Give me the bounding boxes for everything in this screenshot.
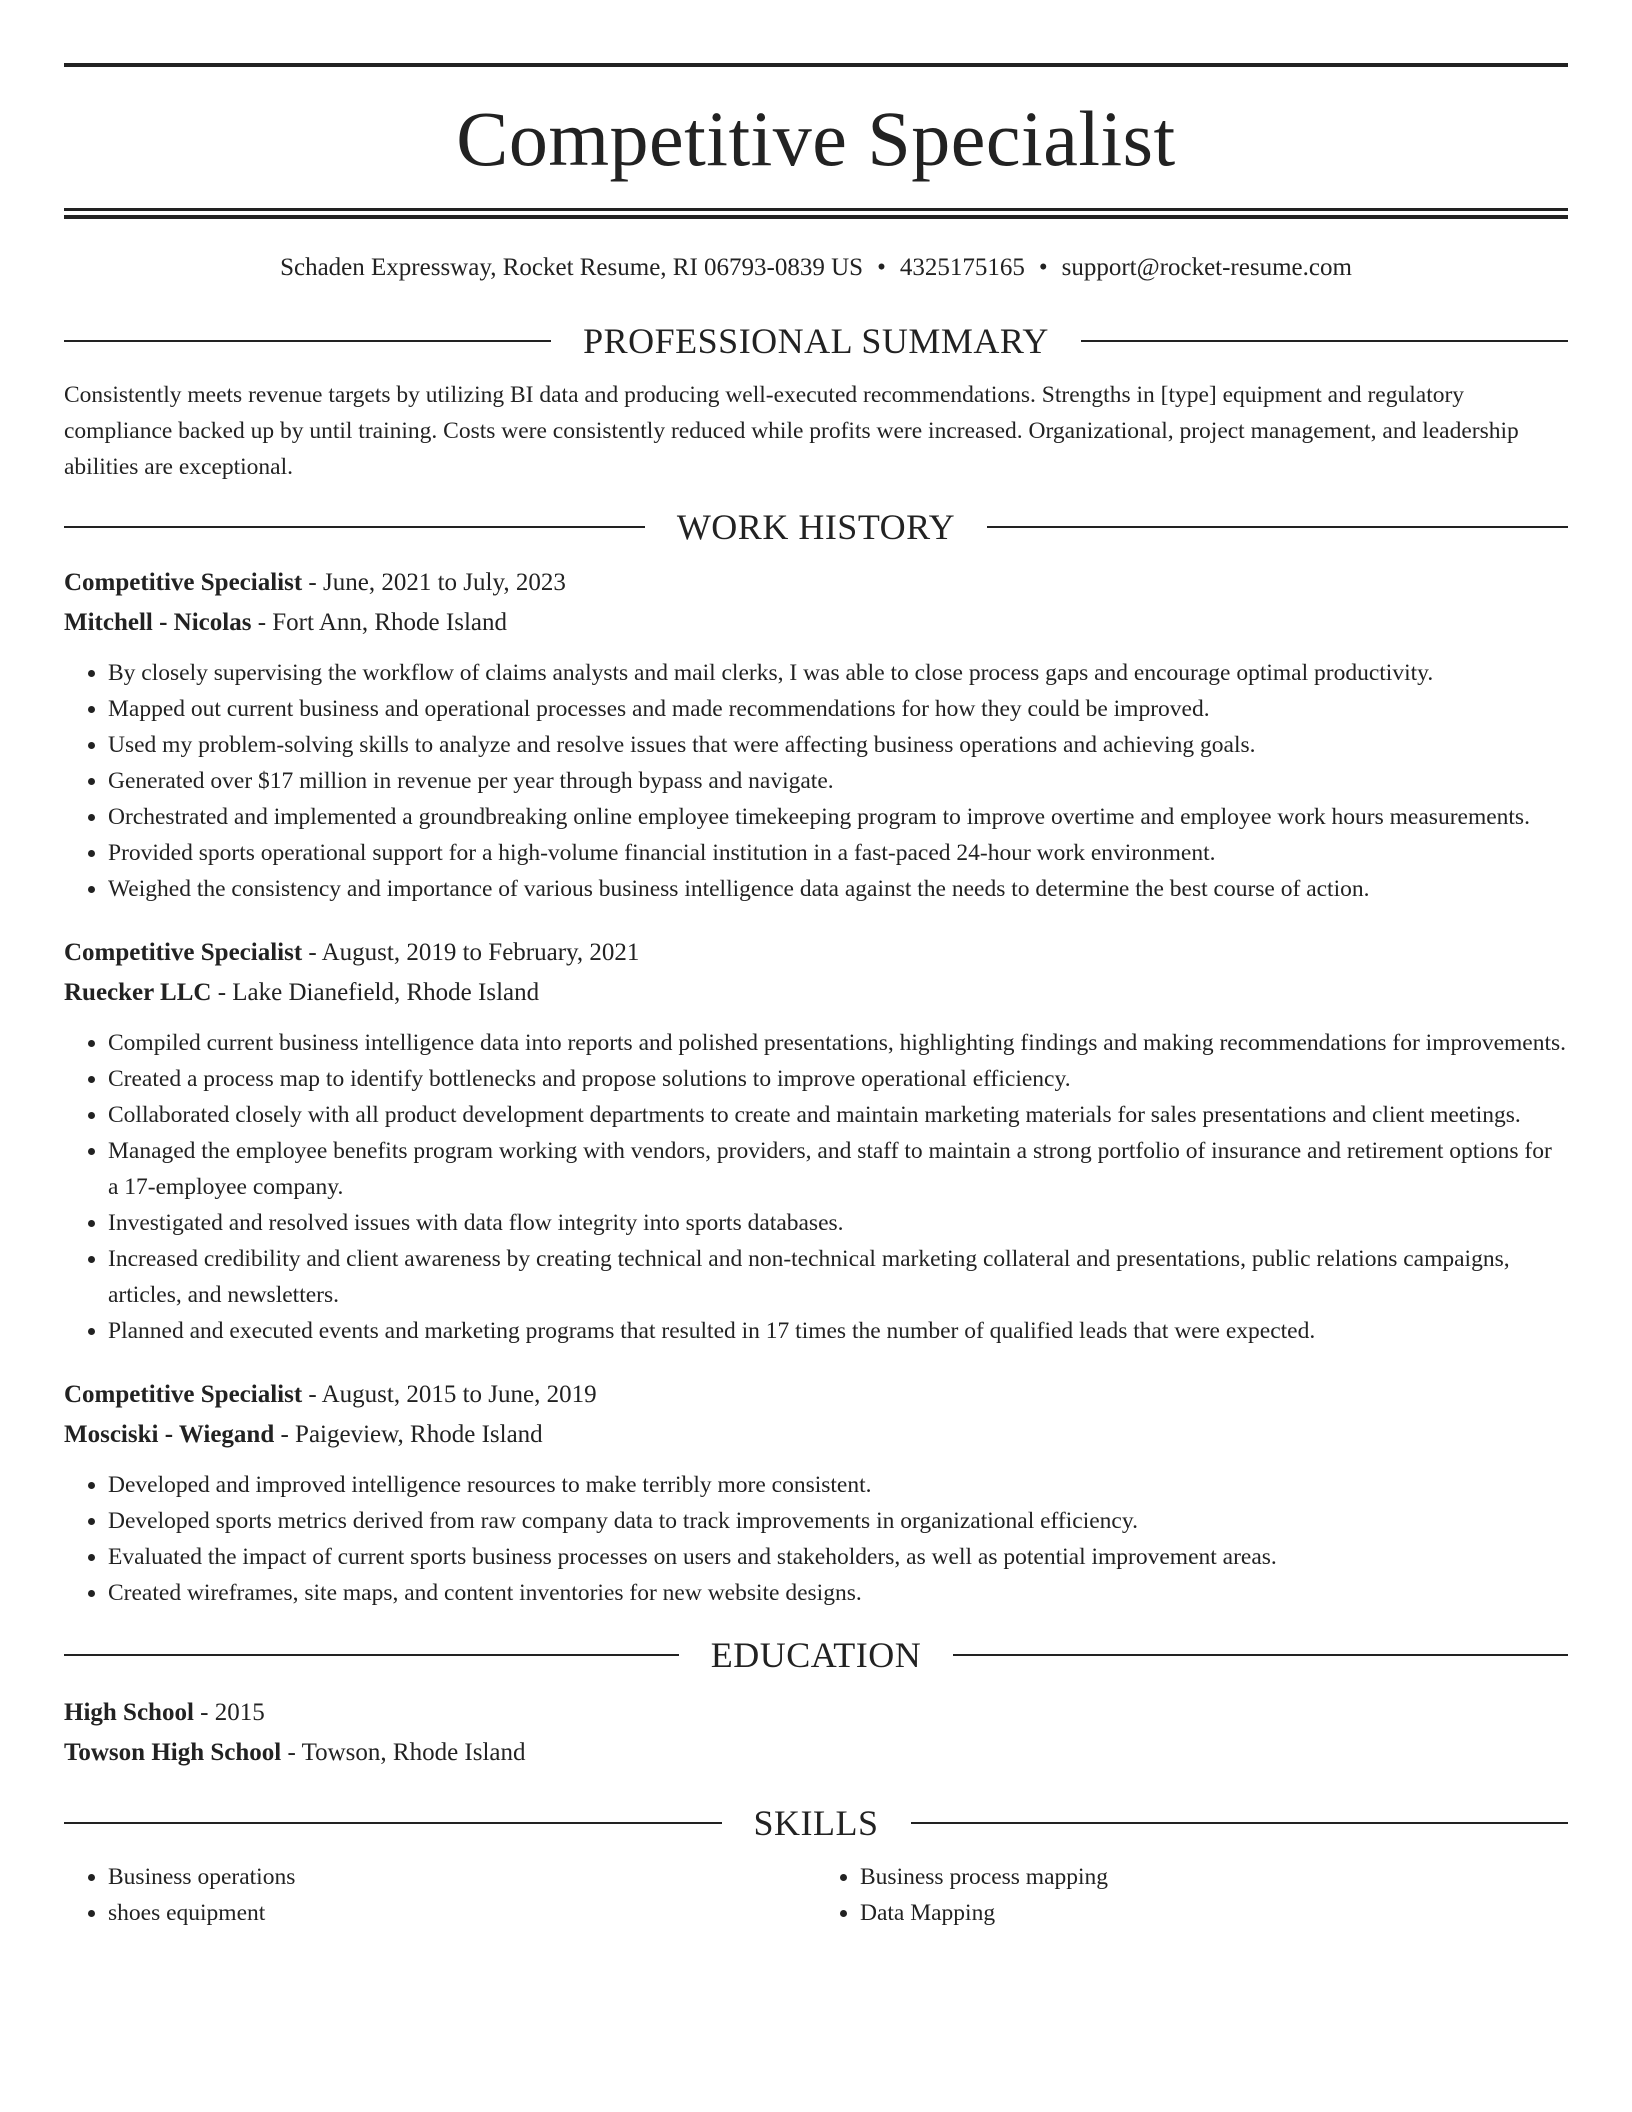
job-entry: [64, 933, 1568, 1349]
job-bullet: • Generated over $17 million in revenue per year through bypass and navigate.: [108, 763, 1568, 799]
education-school: Towson High School: [64, 1739, 282, 1766]
job-role: Competitive Specialist: [64, 569, 303, 596]
job-dates: - June, 2021 to July, 2023: [302, 569, 566, 596]
job-title-line: [64, 1375, 1568, 1415]
job-bullet: • Provided sports operational support for a high-volume financial institution in a fast-paced 24-hour work environment.: [108, 835, 1568, 871]
job-entry: [64, 563, 1568, 907]
job-bullet: • Evaluated the impact of current sports business processes on users and stakeholders, as well as potential improvement areas.: [108, 1539, 1568, 1575]
section-title: SKILLS: [753, 1803, 879, 1843]
education-degree-line: [64, 1693, 1568, 1733]
education-degree: High School: [64, 1699, 194, 1726]
job-location: - Paigeview, Rhode Island: [274, 1421, 543, 1448]
heading-rule: [64, 340, 551, 342]
resume-page: [64, 0, 1568, 1931]
skills-heading: [64, 1803, 1568, 1843]
contact-email: support@rocket-resume.com: [1061, 254, 1352, 281]
heading-rule: [64, 526, 645, 528]
contact-separator: •: [877, 254, 886, 281]
section-title: WORK HISTORY: [676, 507, 956, 547]
job-title-line: [64, 563, 1568, 603]
job-dates: - August, 2015 to June, 2019: [302, 1381, 597, 1408]
heading-rule: [64, 1654, 679, 1656]
job-company-line: [64, 603, 1568, 643]
candidate-name: Competitive Specialist: [456, 95, 1176, 182]
education-school-line: [64, 1733, 1568, 1773]
job-company: Mosciski - Wiegand: [64, 1421, 275, 1448]
job-bullet: • Compiled current business intelligence data into reports and polished presentations, highlighting findings and making recommendations for improvements.: [108, 1025, 1568, 1061]
education-heading: [64, 1635, 1568, 1675]
job-bullet: • Used my problem-solving skills to analyze and resolve issues that were affecting business operations and achieving goals.: [108, 727, 1568, 763]
job-bullet: • Orchestrated and implemented a groundbreaking online employee timekeeping program to improve overtime and employee work hours measurements.: [108, 799, 1568, 835]
heading-rule: [1081, 340, 1568, 342]
job-role: Competitive Specialist: [64, 1381, 303, 1408]
job-company: Ruecker LLC: [64, 979, 212, 1006]
education-year: - 2015: [193, 1699, 265, 1726]
summary-heading: [64, 321, 1568, 361]
work-heading: [64, 507, 1568, 547]
education-entry: [64, 1693, 1568, 1773]
job-role: Competitive Specialist: [64, 939, 303, 966]
job-location: - Fort Ann, Rhode Island: [251, 609, 507, 636]
job-dates: - August, 2019 to February, 2021: [302, 939, 640, 966]
top-rule: [64, 63, 1568, 67]
skills-list: [64, 1859, 1568, 1931]
job-bullet: • Mapped out current business and operational processes and made recommendations for how they could be improved.: [108, 691, 1568, 727]
contact-address: Schaden Expressway, Rocket Resume, RI 06793-0839 US: [280, 254, 864, 281]
job-bullet: • Planned and executed events and marketing programs that resulted in 17 times the number of qualified leads that were expected.: [108, 1313, 1568, 1349]
skill-item: • Data Mapping: [860, 1895, 1568, 1931]
job-bullet: • Weighed the consistency and importance of various business intelligence data against the needs to determine the best course of action.: [108, 871, 1568, 907]
summary-text: Consistently meets revenue targets by utilizing BI data and producing well-executed recommendations. Strengths in [type] equipment and regulatory compliance backed up by until training. Costs were consistently reduced while profits were increased. Organizational, project management, and leadership abilities are exceptional.: [64, 382, 1519, 480]
job-bullet: • Created a process map to identify bottlenecks and propose solutions to improve operational efficiency.: [108, 1061, 1568, 1097]
job-entry: [64, 1375, 1568, 1611]
job-bullets: [64, 655, 1568, 907]
job-company: Mitchell - Nicolas: [64, 609, 252, 636]
section-title: PROFESSIONAL SUMMARY: [583, 321, 1049, 361]
job-bullet: • Created wireframes, site maps, and content inventories for new website designs.: [108, 1575, 1568, 1611]
job-location: - Lake Dianefield, Rhode Island: [211, 979, 540, 1006]
skill-item: • Business process mapping: [860, 1859, 1568, 1895]
contact-separator: •: [1038, 254, 1048, 281]
section-title: EDUCATION: [710, 1635, 922, 1675]
contact-phone: 4325175165: [899, 254, 1025, 281]
job-company-line: [64, 1415, 1568, 1455]
job-company-line: [64, 973, 1568, 1013]
job-list: [64, 563, 1568, 1611]
job-bullets: [64, 1025, 1568, 1349]
skills-column-right: [816, 1859, 1568, 1931]
skills-column-left: [64, 1859, 816, 1931]
contact-line: [64, 253, 1568, 283]
heading-rule: [911, 1822, 1569, 1824]
job-bullet: • Collaborated closely with all product development departments to create and maintain marketing materials for sales presentations and client meetings.: [108, 1097, 1568, 1133]
heading-rule: [987, 526, 1568, 528]
job-bullet: • Increased credibility and client awareness by creating technical and non-technical marketing collateral and presentations, public relations campaigns, articles, and newsletters.: [108, 1241, 1568, 1313]
heading-rule: [64, 1822, 722, 1824]
job-bullet: • Developed and improved intelligence resources to make terribly more consistent.: [108, 1467, 1568, 1503]
job-bullet: • By closely supervising the workflow of claims analysts and mail clerks, I was able to close process gaps and encourage optimal productivity.: [108, 655, 1568, 691]
job-bullet: • Developed sports metrics derived from raw company data to track improvements in organizational efficiency.: [108, 1503, 1568, 1539]
education-location: - Towson, Rhode Island: [281, 1739, 526, 1766]
skill-item: • Business operations: [108, 1859, 816, 1895]
job-bullets: [64, 1467, 1568, 1611]
skill-item: • shoes equipment: [108, 1895, 816, 1931]
double-rule: [64, 208, 1568, 219]
job-bullet: • Managed the employee benefits program working with vendors, providers, and staff to maintain a strong portfolio of insurance and retirement options for a 17-employee company.: [108, 1133, 1568, 1205]
job-title-line: [64, 933, 1568, 973]
job-bullet: • Investigated and resolved issues with data flow integrity into sports databases.: [108, 1205, 1568, 1241]
heading-rule: [953, 1654, 1568, 1656]
